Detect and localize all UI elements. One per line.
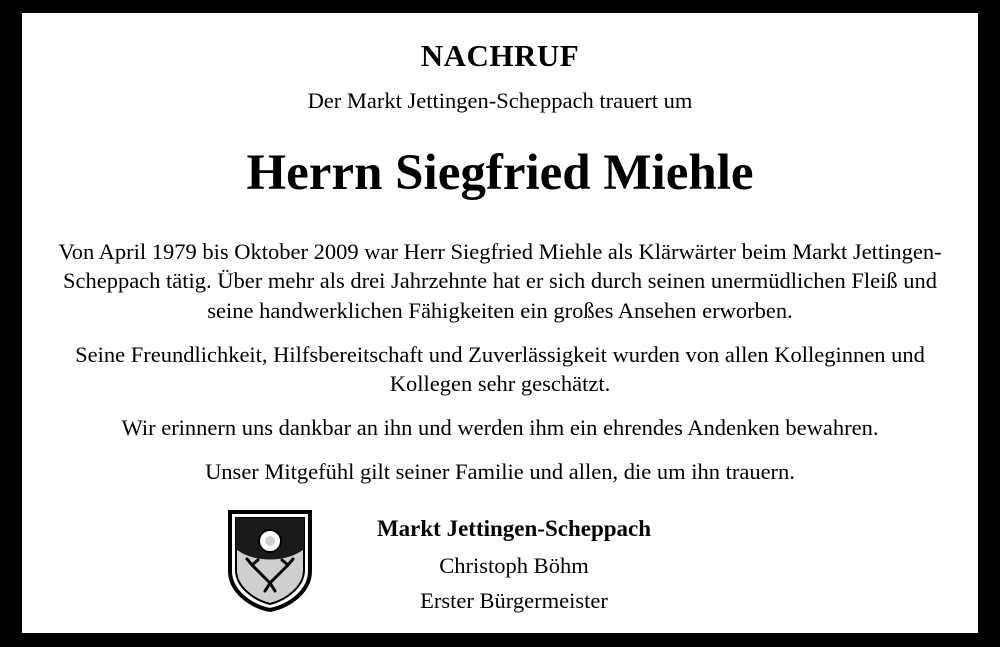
obituary-paragraph: Unser Mitgefühl gilt seiner Familie und allen, die um ihn trauern. xyxy=(205,458,795,484)
obituary-headline: NACHRUF xyxy=(420,38,580,73)
signature-block xyxy=(52,515,948,615)
deceased-name: Herrn Siegfried Miehle xyxy=(246,145,754,202)
signature-organization: Markt Jettingen-Scheppach xyxy=(376,515,652,541)
obituary-body xyxy=(52,237,948,487)
signature-role: Erster Bürgermeister xyxy=(420,587,608,613)
signature-person: Christoph Böhm xyxy=(439,553,589,579)
obituary-subline: Der Markt Jettingen-Scheppach trauert um xyxy=(307,88,693,114)
obituary-paragraph: Von April 1979 bis Oktober 2009 war Herr Siegfried Miehle als Klärwärter beim Markt Jettingen-Scheppach tätig. Über mehr als drei Jahrzehnte hat er sich durch seinen unermüdlichen Fleiß und seine handwerklichen Fähigkeiten ein großes Ansehen erworben. xyxy=(58,238,942,324)
obituary-paragraph: Seine Freundlichkeit, Hilfsbereitschaft und Zuverlässigkeit wurden von allen Kolleginnen und Kollegen sehr geschätzt. xyxy=(75,341,925,397)
obituary-paragraph: Wir erinnern uns dankbar an ihn und werden ihm ein ehrendes Andenken bewahren. xyxy=(121,415,879,441)
coat-of-arms-icon xyxy=(227,509,313,613)
obituary-content xyxy=(22,13,978,633)
